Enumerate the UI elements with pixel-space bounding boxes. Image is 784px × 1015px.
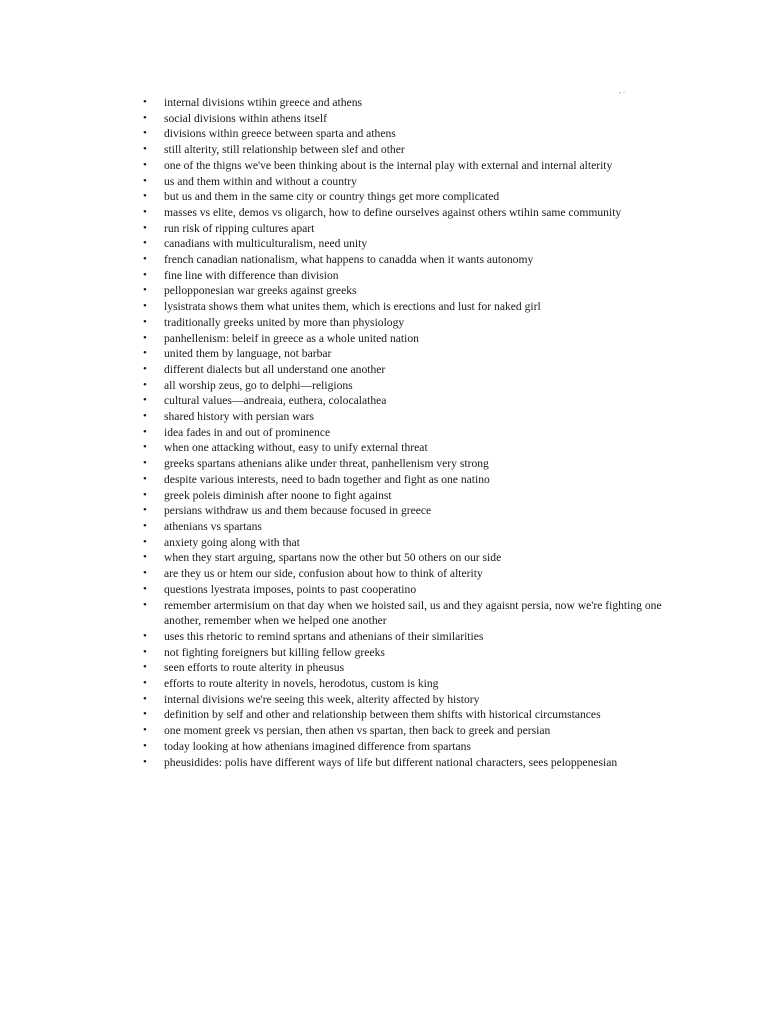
bullet-icon: • [143, 567, 147, 580]
bullet-icon: • [143, 127, 147, 140]
bullet-icon: • [143, 425, 147, 438]
list-item [142, 425, 662, 441]
list-item-text: still alterity, still relationship between slef and other [164, 143, 405, 157]
list-item-text: us and them within and without a country [164, 174, 357, 188]
bullet-icon: • [143, 488, 147, 501]
list-item [142, 95, 662, 111]
bullet-icon: • [143, 174, 147, 187]
list-item [142, 362, 662, 378]
list-item-text: persians withdraw us and them because focused in greece [164, 504, 432, 518]
list-item [142, 456, 662, 472]
list-item [142, 739, 662, 755]
list-item [142, 707, 662, 723]
list-item-text: definition by self and other and relationship between them shifts with historical circumstances [164, 708, 601, 722]
bullet-icon: • [143, 598, 147, 611]
list-item [142, 409, 662, 425]
list-item [142, 723, 662, 739]
list-item [142, 331, 662, 347]
list-item-text: all worship zeus, go to delphi—religions [164, 378, 353, 392]
bullet-icon: • [143, 331, 147, 344]
bullet-icon: • [143, 410, 147, 423]
list-item-text: cultural values—andreaia, euthera, colocalathea [164, 394, 387, 408]
list-item-text: different dialects but all understand one another [164, 362, 386, 376]
bullet-icon: • [143, 347, 147, 360]
bullet-icon: • [143, 221, 147, 234]
list-item [142, 535, 662, 551]
list-item-text: pheusidides: polis have different ways of life but different national characters, sees peloppenesian [164, 755, 618, 769]
list-item-text: uses this rhetoric to remind sprtans and athenians of their similarities [164, 629, 484, 643]
bullet-icon: • [143, 284, 147, 297]
list-item [142, 221, 662, 237]
bullet-icon: • [143, 237, 147, 250]
bullet-icon: • [143, 253, 147, 266]
bullet-icon: • [143, 755, 147, 768]
bullet-icon: • [143, 362, 147, 375]
list-item-text: one moment greek vs persian, then athen vs spartan, then back to greek and persian [164, 724, 551, 738]
list-item-text: greek poleis diminish after noone to fight against [164, 488, 392, 502]
bullet-icon: • [143, 378, 147, 391]
list-item-text: run risk of ripping cultures apart [164, 221, 315, 235]
list-item [142, 629, 662, 645]
bullet-icon: • [143, 268, 147, 281]
list-item-text: but us and them in the same city or country things get more complicated [164, 190, 500, 204]
list-item [142, 692, 662, 708]
list-item-text: french canadian nationalism, what happens to canadda when it wants autonomy [164, 253, 534, 267]
list-item-text: social divisions within athens itself [164, 111, 327, 125]
bullet-icon: • [143, 677, 147, 690]
list-item-text: canadians with multiculturalism, need unity [164, 237, 368, 251]
list-item [142, 488, 662, 504]
bullet-icon: • [143, 190, 147, 203]
list-item [142, 550, 662, 566]
bullet-icon: • [143, 582, 147, 595]
bullet-icon: • [143, 205, 147, 218]
bullet-icon: • [143, 441, 147, 454]
bullet-icon: • [143, 739, 147, 752]
list-item-text: pellopponesian war greeks against greeks [164, 284, 357, 298]
list-item [142, 660, 662, 676]
list-item [142, 676, 662, 692]
bullet-icon: • [143, 394, 147, 407]
list-item-text: not fighting foreigners but killing fellow greeks [164, 645, 385, 659]
list-item [142, 582, 662, 598]
list-item [142, 111, 662, 127]
list-item-text: athenians vs spartans [164, 519, 262, 533]
list-item-text: are they us or htem our side, confusion about how to think of alterity [164, 567, 483, 581]
list-item-text: when they start arguing, spartans now the other but 50 others on our side [164, 551, 502, 565]
bullet-icon: • [143, 708, 147, 721]
list-item-text: today looking at how athenians imagined difference from spartans [164, 739, 471, 753]
list-item [142, 283, 662, 299]
list-item-text: efforts to route alterity in novels, herodotus, custom is king [164, 677, 439, 691]
bullet-list [142, 95, 662, 770]
list-item-text: one of the thigns we've been thinking about is the internal play with external and internal alterity [164, 158, 613, 172]
list-item-text: divisions within greece between sparta and athens [164, 127, 396, 141]
list-item [142, 142, 662, 158]
list-item-text: when one attacking without, easy to unify external threat [164, 441, 428, 455]
list-item [142, 174, 662, 190]
list-item [142, 189, 662, 205]
list-item [142, 126, 662, 142]
list-item-text: greeks spartans athenians alike under threat, panhellenism very strong [164, 457, 489, 471]
bullet-icon: • [143, 519, 147, 532]
bullet-icon: • [143, 629, 147, 642]
list-item [142, 268, 662, 284]
list-item-text: united them by language, not barbar [164, 347, 332, 361]
bullet-icon: • [143, 724, 147, 737]
bullet-icon: • [143, 158, 147, 171]
bullet-icon: • [143, 645, 147, 658]
list-item [142, 598, 662, 629]
bullet-icon: • [143, 551, 147, 564]
list-item-text: lysistrata shows them what unites them, which is erections and lust for naked girl [164, 300, 541, 314]
list-item-text: internal divisions we're seeing this week, alterity affected by history [164, 692, 480, 706]
bullet-icon: • [143, 315, 147, 328]
list-item-text: internal divisions wtihin greece and athens [164, 96, 363, 109]
list-item [142, 158, 662, 174]
list-item [142, 299, 662, 315]
list-item-text: fine line with difference than division [164, 268, 339, 282]
list-item [142, 503, 662, 519]
list-item [142, 645, 662, 661]
list-item [142, 252, 662, 268]
list-item-text: despite various interests, need to badn together and fight as one natino [164, 472, 490, 486]
list-item [142, 440, 662, 456]
list-item-text: shared history with persian wars [164, 410, 315, 424]
list-item-text: anxiety going along with that [164, 535, 300, 549]
bullet-icon: • [143, 457, 147, 470]
list-item-text: seen efforts to route alterity in pheusus [164, 661, 345, 675]
list-item-text: questions lyestrata imposes, points to past cooperatino [164, 582, 417, 596]
bullet-icon: • [143, 111, 147, 124]
list-item [142, 205, 662, 221]
corner-mark: , . [619, 86, 625, 95]
bullet-icon: • [143, 692, 147, 705]
bullet-icon: • [143, 300, 147, 313]
bullet-icon: • [143, 504, 147, 517]
list-item [142, 346, 662, 362]
list-item-text: panhellenism: beleif in greece as a whole united nation [164, 331, 419, 345]
bullet-icon: • [143, 96, 147, 108]
list-item-text: masses vs elite, demos vs oligarch, how to define ourselves against others wtihin same community [164, 205, 622, 219]
list-item [142, 755, 662, 771]
bullet-icon: • [143, 143, 147, 156]
list-item-text: remember artermisium on that day when we hoisted sail, us and they agaisnt persia, now we're fighting one another, remember when we helped one another [164, 598, 662, 628]
list-item-text: traditionally greeks united by more than physiology [164, 315, 405, 329]
bullet-icon: • [143, 661, 147, 674]
list-item [142, 472, 662, 488]
list-item [142, 315, 662, 331]
bullet-icon: • [143, 535, 147, 548]
list-item [142, 378, 662, 394]
bullet-icon: • [143, 472, 147, 485]
list-item [142, 393, 662, 409]
list-item-text: idea fades in and out of prominence [164, 425, 331, 439]
list-item [142, 236, 662, 252]
list-item [142, 566, 662, 582]
list-item [142, 519, 662, 535]
